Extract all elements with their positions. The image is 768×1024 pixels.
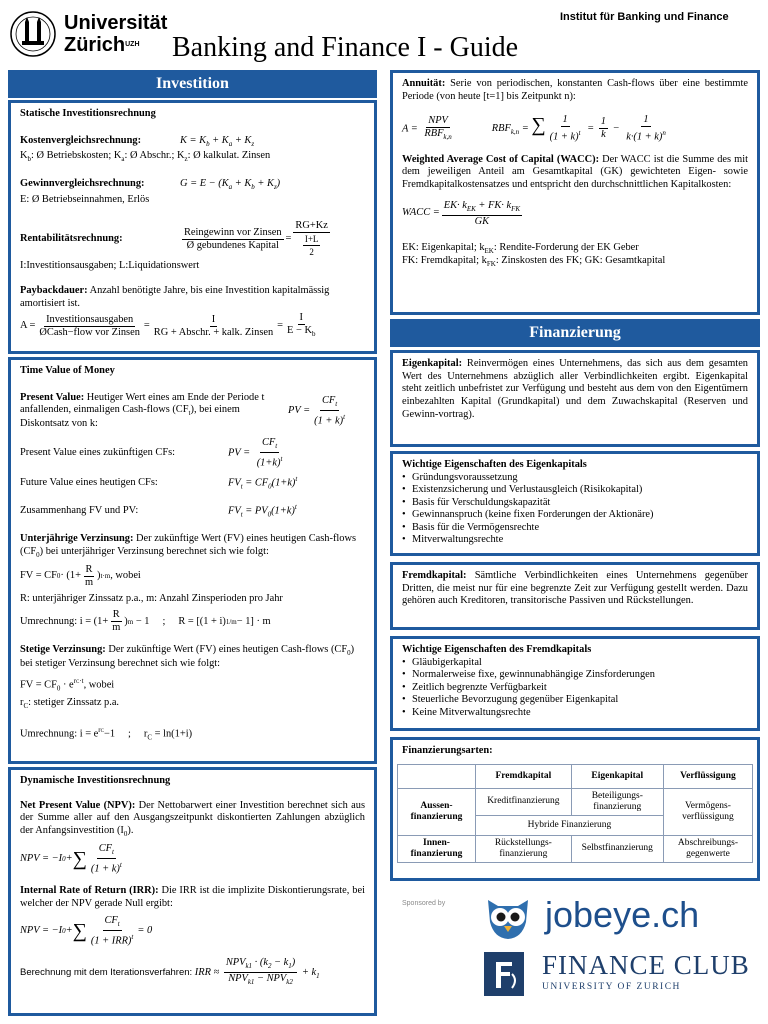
col-fremdkapital: Fremdkapital (476, 764, 572, 788)
rent-den2-num: I+L (304, 234, 319, 245)
zus-label: Zusammenhang FV und PV: (20, 504, 139, 516)
kosten-label: Kostenvergleichsrechnung: (20, 135, 142, 147)
fk-label: Fremdkapital: (402, 570, 467, 581)
jobeye-logo-text: jobeye.ch (545, 894, 700, 935)
wacc-legend-1: EK: Eigenkapital; $k_{EK}$: Rendite-Forderung der EK Geber (402, 241, 639, 255)
stetig-legend: $r_C$: stetiger Zinssatz p.a. (20, 696, 120, 710)
finanzierungsarten-table (397, 764, 753, 863)
institute-name: Institut für Banking und Finance (560, 11, 729, 23)
ek-item: • Basis für Verschuldungskapazität (402, 497, 748, 510)
ek-label: Eigenkapital: (402, 358, 463, 369)
ek-text: Reinvermögen eines Unternehmens, das sich aus dem gesamten Wert des Unternehmens abzüglich aller Verbindlichkeiten ergibt. Eigenkapital steht zeitlich unbefristet zur Verfügung und besteht aus dem von den Eigentümern einbezahlten Kapital (Grundkapital) und dem Zuwachskapital (Reserven und Gewinn-vortrag). (402, 358, 748, 420)
university-name-line1: Universität (64, 12, 168, 34)
university-name (64, 12, 167, 56)
cell-abschreibungsgegenwerte: Abschreibungs-gegenwerte (663, 835, 752, 862)
tvm-heading: Time Value of Money (20, 365, 115, 376)
cell-selbstfinanzierung: Selbstfinanzierung (571, 835, 663, 862)
npv-formula: NPV = −I 0 + ∑ $\frac{CF_t}{(1 + k)^t}$ (20, 842, 122, 875)
stetig-umrechnung: Umrechnung: $i = e^{rC}-1$ ; $r_C = \ln(1+i)$ (20, 726, 193, 742)
finanzierungsarten-box (390, 737, 760, 881)
time-value-of-money-box (8, 357, 377, 764)
unter-umrechnung: Umrechnung: i = (1+ $\frac{R}{m}$ ) m − 1 ; R = [(1 + i) 1/m − 1] · m (20, 609, 271, 634)
row-aussenfinanzierung: Aussen-finanzierung (398, 788, 476, 835)
dynamische-investitionsrechnung-box (8, 767, 377, 1016)
row-innenfinanzierung: Innen-finanzierung (398, 835, 476, 862)
annuitaet-wacc-box (390, 70, 760, 315)
ek-item: • Existenzsicherung und Verlustausgleich (Risikokapital) (402, 484, 748, 497)
ek-props-list (402, 472, 748, 547)
unter-formula: FV = CF 0 · (1+ $\frac{R}{m}$ ) t·m , wobei (20, 563, 141, 588)
rent-label: Rentabilitätsrechnung: (20, 232, 123, 244)
kosten-formula: $K = K_b + K_a + K_z$ (180, 134, 255, 148)
cell-vermoegensverfluessigung: Vermögens-verflüssigung (663, 788, 752, 835)
university-name-line2: Zürich (64, 34, 126, 56)
irr-text: Internal Rate of Return (IRR): Die IRR ist die implizite Diskontierungsrate, bei welcher der NPV gerade Null ergibt: (20, 885, 365, 909)
ek-item: • Gewinnanspruch (keine fixen Forderungen der Aktionäre) (402, 509, 748, 522)
rent-legend: I:Investitionsausgaben; L:Liquidationswert (20, 260, 200, 272)
sponsored-by-label: Sponsored by (402, 900, 446, 907)
wacc-legend-2: FK: Fremdkapital; $k_{FK}$: Zinskosten des FK; GK: Gesamtkapital (402, 255, 666, 269)
rent-den2-den: 2 (309, 247, 314, 258)
stetig-formula: FV = $CF_0 \cdot e^{rC\cdot t}$, wobei (20, 676, 115, 693)
fk-item: • Steuerliche Bevorzugung gegenüber Eigenkapital (402, 694, 748, 707)
fk-properties-box (390, 636, 760, 731)
irr-formula: NPV = −I 0 + ∑ $\frac{CF_t}{(1 + IRR)^t}$ = 0 (20, 914, 153, 947)
statische-investitionsrechnung-box: Statische Investitionsrechnung Kostenvergleichsrechnung: $K = K_b + K_a + K_z$ $K_b$: Ø Betriebskosten; $K_a$: Ø Abschr.; $K_z$: Ø kalkulat. Zinsen Gewinnvergleichsrechnung: $G = E - (K_a + K_b + K_z)$ E: Ø Betriebseinnahmen, Erlös Rentabilitätsrechnung: $\frac{\text{Reingewinn vor Zinsen}}{\text{Ø gebundenes Kapital}}$ = $\frac{RG+Kz}{\frac{I+L}{2}}$ I:Investitionsausgaben; L:Liquidationswert Paybackdauer: Anzahl benötigte Jahre, bis eine Investition kapitalmässig amortisiert ist. A = $\frac{\text{Investitionsausgaben}}{\text{ØCash−flow vor Zinsen}}$ = $\frac{I}{\text{RG + Abschr. + kalk. Zinsen}}$ = $\frac{I}{E - K_b}$ (8, 100, 377, 354)
stetig-text: Stetige Verzinsung: Der zukünftige Wert (FV) eines heutigen Cash-flows $(CF_0)$ bei stetiger Verzinsung berechnet sich wie folgt: (20, 644, 355, 669)
gewinn-formula: $G = E - (K_a + K_b + K_z)$ (180, 177, 281, 191)
investition-header: Investition (8, 70, 377, 98)
dynamisch-heading: Dynamische Investitionsrechnung (20, 775, 171, 786)
wacc-text: Weighted Average Cost of Capital (WACC): Der WACC ist die Summe des mit dem jeweiligen Anteil am Gesamtkapital (GK) gewichteten Eigen- sowie Fremdkapitalkostensatzes und entspricht den durchschnittlichen Kapitalkosten: (402, 153, 748, 191)
payback-formula: A = $\frac{\text{Investitionsausgaben}}{\text{ØCash−flow vor Zinsen}}$ = $\frac{I}{\text{RG + Abschr. + kalk. Zinsen}}$ = $\frac{I}{E - K_b}$ (20, 312, 316, 339)
pv-formula-1: PV = $\frac{CF_t}{(1 + k)^t}$ (288, 394, 346, 427)
fk-item: • Keine Mitverwaltungsrechte (402, 707, 748, 720)
fk-item: • Gläubigerkapital (402, 657, 748, 670)
statisch-heading: Statische Investitionsrechnung (20, 108, 156, 119)
finance-club-subtitle: UNIVERSITY OF ZURICH (542, 982, 681, 992)
fv-formula: $FV_t = CF_0(1+k)^t$ (228, 475, 298, 491)
col-verfluessigung: Verflüssigung (663, 764, 752, 788)
finanzierung-header: Finanzierung (390, 319, 760, 347)
kosten-legend: $K_b$: Ø Betriebskosten; $K_a$: Ø Abschr.; $K_z$: Ø kalkulat. Zinsen (20, 150, 271, 164)
pv-formula-2: PV = $\frac{CF_t}{(1+k)^t}$ (228, 436, 283, 469)
fk-props-list (402, 657, 748, 720)
uzh-suffix: UZH (125, 41, 140, 48)
ek-item: • Mitverwaltungsrechte (402, 534, 748, 547)
pv-text: Present Value: Heutiger Wert eines am Ende der Periode t anfallenden, einmaligen Cash-flows $(CF_t)$, bei einem Diskontsatz von k: (20, 391, 265, 429)
ek-properties-box (390, 451, 760, 556)
gewinn-label: Gewinnvergleichsrechnung: (20, 178, 145, 190)
finance-club-name: FINANCE CLUB (542, 950, 750, 980)
finance-club-emblem-icon (482, 950, 526, 998)
fk-item: • Normalerweise fixe, gewinnunabhängige Zinsforderungen (402, 669, 748, 682)
annuitaet-text: Annuität: Serie von periodischen, konstanten Cash-flows über eine bestimmte Periode (von heute [t=1] bis Zeitpunkt n): (402, 78, 748, 102)
arten-heading: Finanzierungsarten: (402, 745, 493, 756)
page-title: Banking and Finance I - Guide (172, 32, 519, 63)
unter-text: Unterjährige Verzinsung: Der zukünftige Wert (FV) eines heutigen Cash-flows $(CF_0)$ bei unterjähriger Verzinsung berechnet sich wie folgt: (20, 533, 357, 560)
iter-formula: Berechnung mit dem Iterationsverfahren: IRR ≈ $\frac{NPV_{k1} \cdot (k_2 - k_1)}{NPV_{k1} - NPV_{k2}}$ + $k_1$ (20, 957, 320, 987)
col-eigenkapital: Eigenkapital (571, 764, 663, 788)
rent-numerator: Reingewinn vor Zinsen (184, 226, 282, 238)
unter-legend: R: unterjähriger Zinssatz p.a., m: Anzahl Zinsperioden pro Jahr (20, 592, 283, 604)
gewinn-legend: E: Ø Betriebseinnahmen, Erlös (20, 193, 150, 205)
npv-text: Net Present Value (NPV): Der Nettobarwert einer Investition berechnet sich aus der Summe aller auf den Ausgangszeitpunkt diskontierten Zahlungen abzüglich der Anfangsinvestition $(I_0)$. (20, 799, 366, 839)
wacc-formula: WACC = $\frac{EK\cdot k_{EK} + FK\cdot k_{FK}}{GK}$ (402, 199, 521, 227)
table-corner (398, 764, 476, 788)
fv-pv-formula: $FV_t = PV_0(1+k)^t$ (228, 503, 297, 519)
fv-cf-label: Future Value eines heutigen CFs: (20, 476, 158, 488)
ek-props-heading: Wichtige Eigenschaften des Eigenkapitals (402, 459, 587, 470)
fk-props-heading: Wichtige Eigenschaften des Fremdkapitals (402, 644, 592, 655)
payback-text: Paybackdauer: Anzahl benötigte Jahre, bis eine Investition kapitalmässig amortisiert ist. (20, 284, 330, 309)
owl-logo-icon (482, 892, 534, 942)
ek-item: • Basis für die Vermögensrechte (402, 522, 748, 535)
rent-denominator: Ø gebundenes Kapital (186, 239, 279, 251)
cell-kreditfinanzierung: Kreditfinanzierung (476, 788, 572, 815)
eigenkapital-box (390, 350, 760, 447)
annuitaet-formula: A = $\frac{\text{NPV}}{RBF_{k,n}}$ $RBF_{k,n}$ = ∑ $\frac{1}{(1 + k)^t}$ = $\frac{1}{k}$ − $\frac{1}{k\cdot(1 + k)^n}$ (402, 114, 666, 143)
pv-cf-label: Present Value eines zukünftigen CFs: (20, 446, 176, 458)
cell-beteiligungsfinanzierung: Beteiligungs-finanzierung (571, 788, 663, 815)
fk-text: Sämtliche Verbindlichkeiten eines Unternehmens gegenüber Dritten, die meist nur für eine begrenzte Zeit zur Verfügung gestellt werden. Dazu gehören auch Kreditoren, transitorische Passiven und Rückstellungen. (402, 570, 748, 607)
rent-numerator-2: RG+Kz (295, 220, 328, 232)
cell-rueckstellungsfinanzierung: Rückstellungs-finanzierung (476, 835, 572, 862)
cell-hybride-finanzierung: Hybride Finanzierung (476, 815, 664, 835)
uzh-seal-logo (10, 8, 56, 60)
ek-item: • Gründungsvoraussetzung (402, 472, 748, 485)
fremdkapital-box (390, 562, 760, 630)
fk-item: • Zeitlich begrenzte Verfügbarkeit (402, 682, 748, 695)
